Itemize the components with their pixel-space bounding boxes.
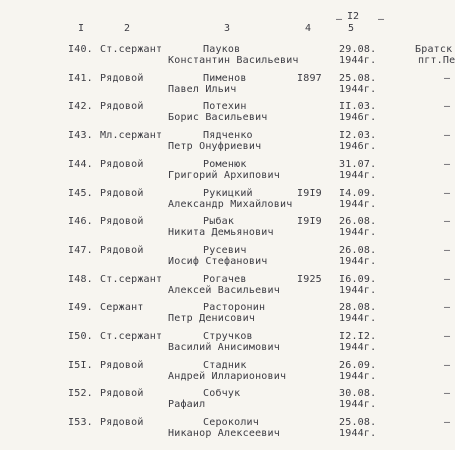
entry-number: I43. xyxy=(68,130,93,141)
list-item xyxy=(0,73,450,101)
header-col-1: I xyxy=(78,23,85,34)
entry-first-patronymic: Василий Анисимович xyxy=(168,342,280,353)
entry-surname: Рыбак xyxy=(203,216,235,227)
entry-rank: Рядовой xyxy=(100,101,144,112)
list-item xyxy=(0,331,450,359)
entry-number: I46. xyxy=(68,216,93,227)
list-item xyxy=(0,274,450,302)
list-item xyxy=(0,360,450,388)
list-item xyxy=(0,130,450,158)
entry-death-year: 1944г. xyxy=(339,399,377,410)
entry-first-patronymic: Борис Васильевич xyxy=(168,112,268,123)
entry-surname: Пядченко xyxy=(203,130,253,141)
entry-burial-place: – xyxy=(444,302,451,313)
entry-first-patronymic: Никанор Алексеевич xyxy=(168,428,280,439)
entry-burial-place: – xyxy=(444,245,451,256)
header-col-4: 4 xyxy=(305,23,312,34)
entry-death-year: 1944г. xyxy=(339,55,377,66)
entry-number: I53. xyxy=(68,417,93,428)
entry-first-patronymic: Александр Михайлович xyxy=(168,199,293,210)
header-col-2: 2 xyxy=(124,23,131,34)
entry-death-year: 1944г. xyxy=(339,227,377,238)
header-dash-right: – xyxy=(378,14,385,25)
entry-surname: Стадник xyxy=(203,360,247,371)
entry-surname: Рукицкий xyxy=(203,188,253,199)
entry-death-date: I2.03. xyxy=(339,130,377,141)
entry-first-patronymic: Петр Денисович xyxy=(168,313,256,324)
entry-burial-place: – xyxy=(444,159,451,170)
entry-birth-year: I925 xyxy=(297,274,322,285)
entry-rank: Рядовой xyxy=(100,388,144,399)
entry-rank: Рядовой xyxy=(100,73,144,84)
entry-surname: Русевич xyxy=(203,245,247,256)
entry-birth-year: I9I9 xyxy=(297,216,322,227)
entry-death-date: I6.09. xyxy=(339,274,377,285)
list-item xyxy=(0,44,455,72)
entry-death-year: 1944г. xyxy=(339,342,377,353)
entry-death-year: 1944г. xyxy=(339,170,377,181)
entry-death-year: 1944г. xyxy=(339,285,377,296)
header-col-5: 5 xyxy=(348,23,355,34)
entry-burial-place: – xyxy=(444,101,451,112)
entry-first-patronymic: Павел Ильич xyxy=(168,84,237,95)
entry-burial-place: – xyxy=(444,331,451,342)
entry-death-year: 1944г. xyxy=(339,199,377,210)
entry-death-date: I4.09. xyxy=(339,188,377,199)
entry-rank: Рядовой xyxy=(100,159,144,170)
entry-death-year: 1944г. xyxy=(339,256,377,267)
entry-number: I47. xyxy=(68,245,93,256)
entry-rank: Сержант xyxy=(100,302,144,313)
entry-rank: Рядовой xyxy=(100,188,144,199)
entry-rank: Ст.сержант xyxy=(100,44,163,55)
list-item xyxy=(0,302,450,330)
entry-death-date: I2.I2. xyxy=(339,331,377,342)
entry-first-patronymic: Андрей Илларионович xyxy=(168,371,287,382)
entry-number: I5I. xyxy=(68,360,93,371)
entry-burial-place: – xyxy=(444,130,451,141)
entry-death-year: 1944г. xyxy=(339,84,377,95)
entry-death-date: 26.08. xyxy=(339,216,377,227)
entry-first-patronymic: Петр Онуфриевич xyxy=(168,141,262,152)
entry-surname: Собчук xyxy=(203,388,241,399)
entry-surname: Потехин xyxy=(203,101,247,112)
entry-death-date: 25.08. xyxy=(339,73,377,84)
list-item xyxy=(0,216,450,244)
entry-rank: Рядовой xyxy=(100,360,144,371)
entry-burial-place-2: пгт.Пе xyxy=(418,55,455,66)
header-col-3: 3 xyxy=(224,23,231,34)
entry-death-year: 1946г. xyxy=(339,112,377,123)
entry-birth-year: I897 xyxy=(297,73,322,84)
entry-rank: Мл.сержант xyxy=(100,130,163,141)
entry-number: I40. xyxy=(68,44,93,55)
entry-death-date: 29.08. xyxy=(339,44,377,55)
entry-death-date: 25.08. xyxy=(339,417,377,428)
entry-burial-place: – xyxy=(444,73,451,84)
entry-number: I48. xyxy=(68,274,93,285)
list-item xyxy=(0,101,450,129)
entry-death-date: 26.08. xyxy=(339,245,377,256)
list-item xyxy=(0,417,450,445)
entry-birth-year: I9I9 xyxy=(297,188,322,199)
entry-rank: Ст.сержант xyxy=(100,274,163,285)
entry-number: I42. xyxy=(68,101,93,112)
entry-surname: Роменюк xyxy=(203,159,247,170)
entry-surname: Расторонин xyxy=(203,302,266,313)
header-dash-left: – xyxy=(336,14,343,25)
entry-burial-place: – xyxy=(444,188,451,199)
list-item xyxy=(0,388,450,416)
entry-rank: Рядовой xyxy=(100,245,144,256)
entry-number: I52. xyxy=(68,388,93,399)
entry-surname: Сероколич xyxy=(203,417,259,428)
entry-burial-place: – xyxy=(444,417,451,428)
entry-surname: Пименов xyxy=(203,73,247,84)
entry-first-patronymic: Рафаил xyxy=(168,399,206,410)
entry-first-patronymic: Григорий Архипович xyxy=(168,170,280,181)
entry-burial-place: – xyxy=(444,388,451,399)
entry-first-patronymic: Алексей Васильевич xyxy=(168,285,280,296)
entry-number: I41. xyxy=(68,73,93,84)
entry-burial-place: – xyxy=(444,274,451,285)
entry-death-date: 31.07. xyxy=(339,159,377,170)
entry-death-date: 26.09. xyxy=(339,360,377,371)
entry-death-year: 1946г. xyxy=(339,141,377,152)
entry-number: I44. xyxy=(68,159,93,170)
entry-death-year: 1944г. xyxy=(339,428,377,439)
entry-death-date: 28.08. xyxy=(339,302,377,313)
entry-number: I45. xyxy=(68,188,93,199)
entry-surname: Стручков xyxy=(203,331,253,342)
entry-burial-place: – xyxy=(444,360,451,371)
entry-death-date: II.03. xyxy=(339,101,377,112)
entry-number: I49. xyxy=(68,302,93,313)
list-item xyxy=(0,245,450,273)
entry-first-patronymic: Иосиф Стефанович xyxy=(168,256,268,267)
entry-surname: Пауков xyxy=(203,44,241,55)
header-col-12: I2 xyxy=(347,11,360,22)
entry-rank: Ст.сержант xyxy=(100,331,163,342)
entry-burial-place: – xyxy=(444,216,451,227)
entry-rank: Рядовой xyxy=(100,417,144,428)
entry-first-patronymic: Константин Васильевич xyxy=(168,55,299,66)
entry-surname: Рогачев xyxy=(203,274,247,285)
entry-burial-place: Братск xyxy=(415,44,453,55)
list-item xyxy=(0,159,450,187)
entry-first-patronymic: Никита Демьянович xyxy=(168,227,274,238)
entry-rank: Рядовой xyxy=(100,216,144,227)
list-item xyxy=(0,188,450,216)
entry-death-year: 1944г. xyxy=(339,371,377,382)
entry-death-year: 1944г. xyxy=(339,313,377,324)
entry-death-date: 30.08. xyxy=(339,388,377,399)
entry-number: I50. xyxy=(68,331,93,342)
